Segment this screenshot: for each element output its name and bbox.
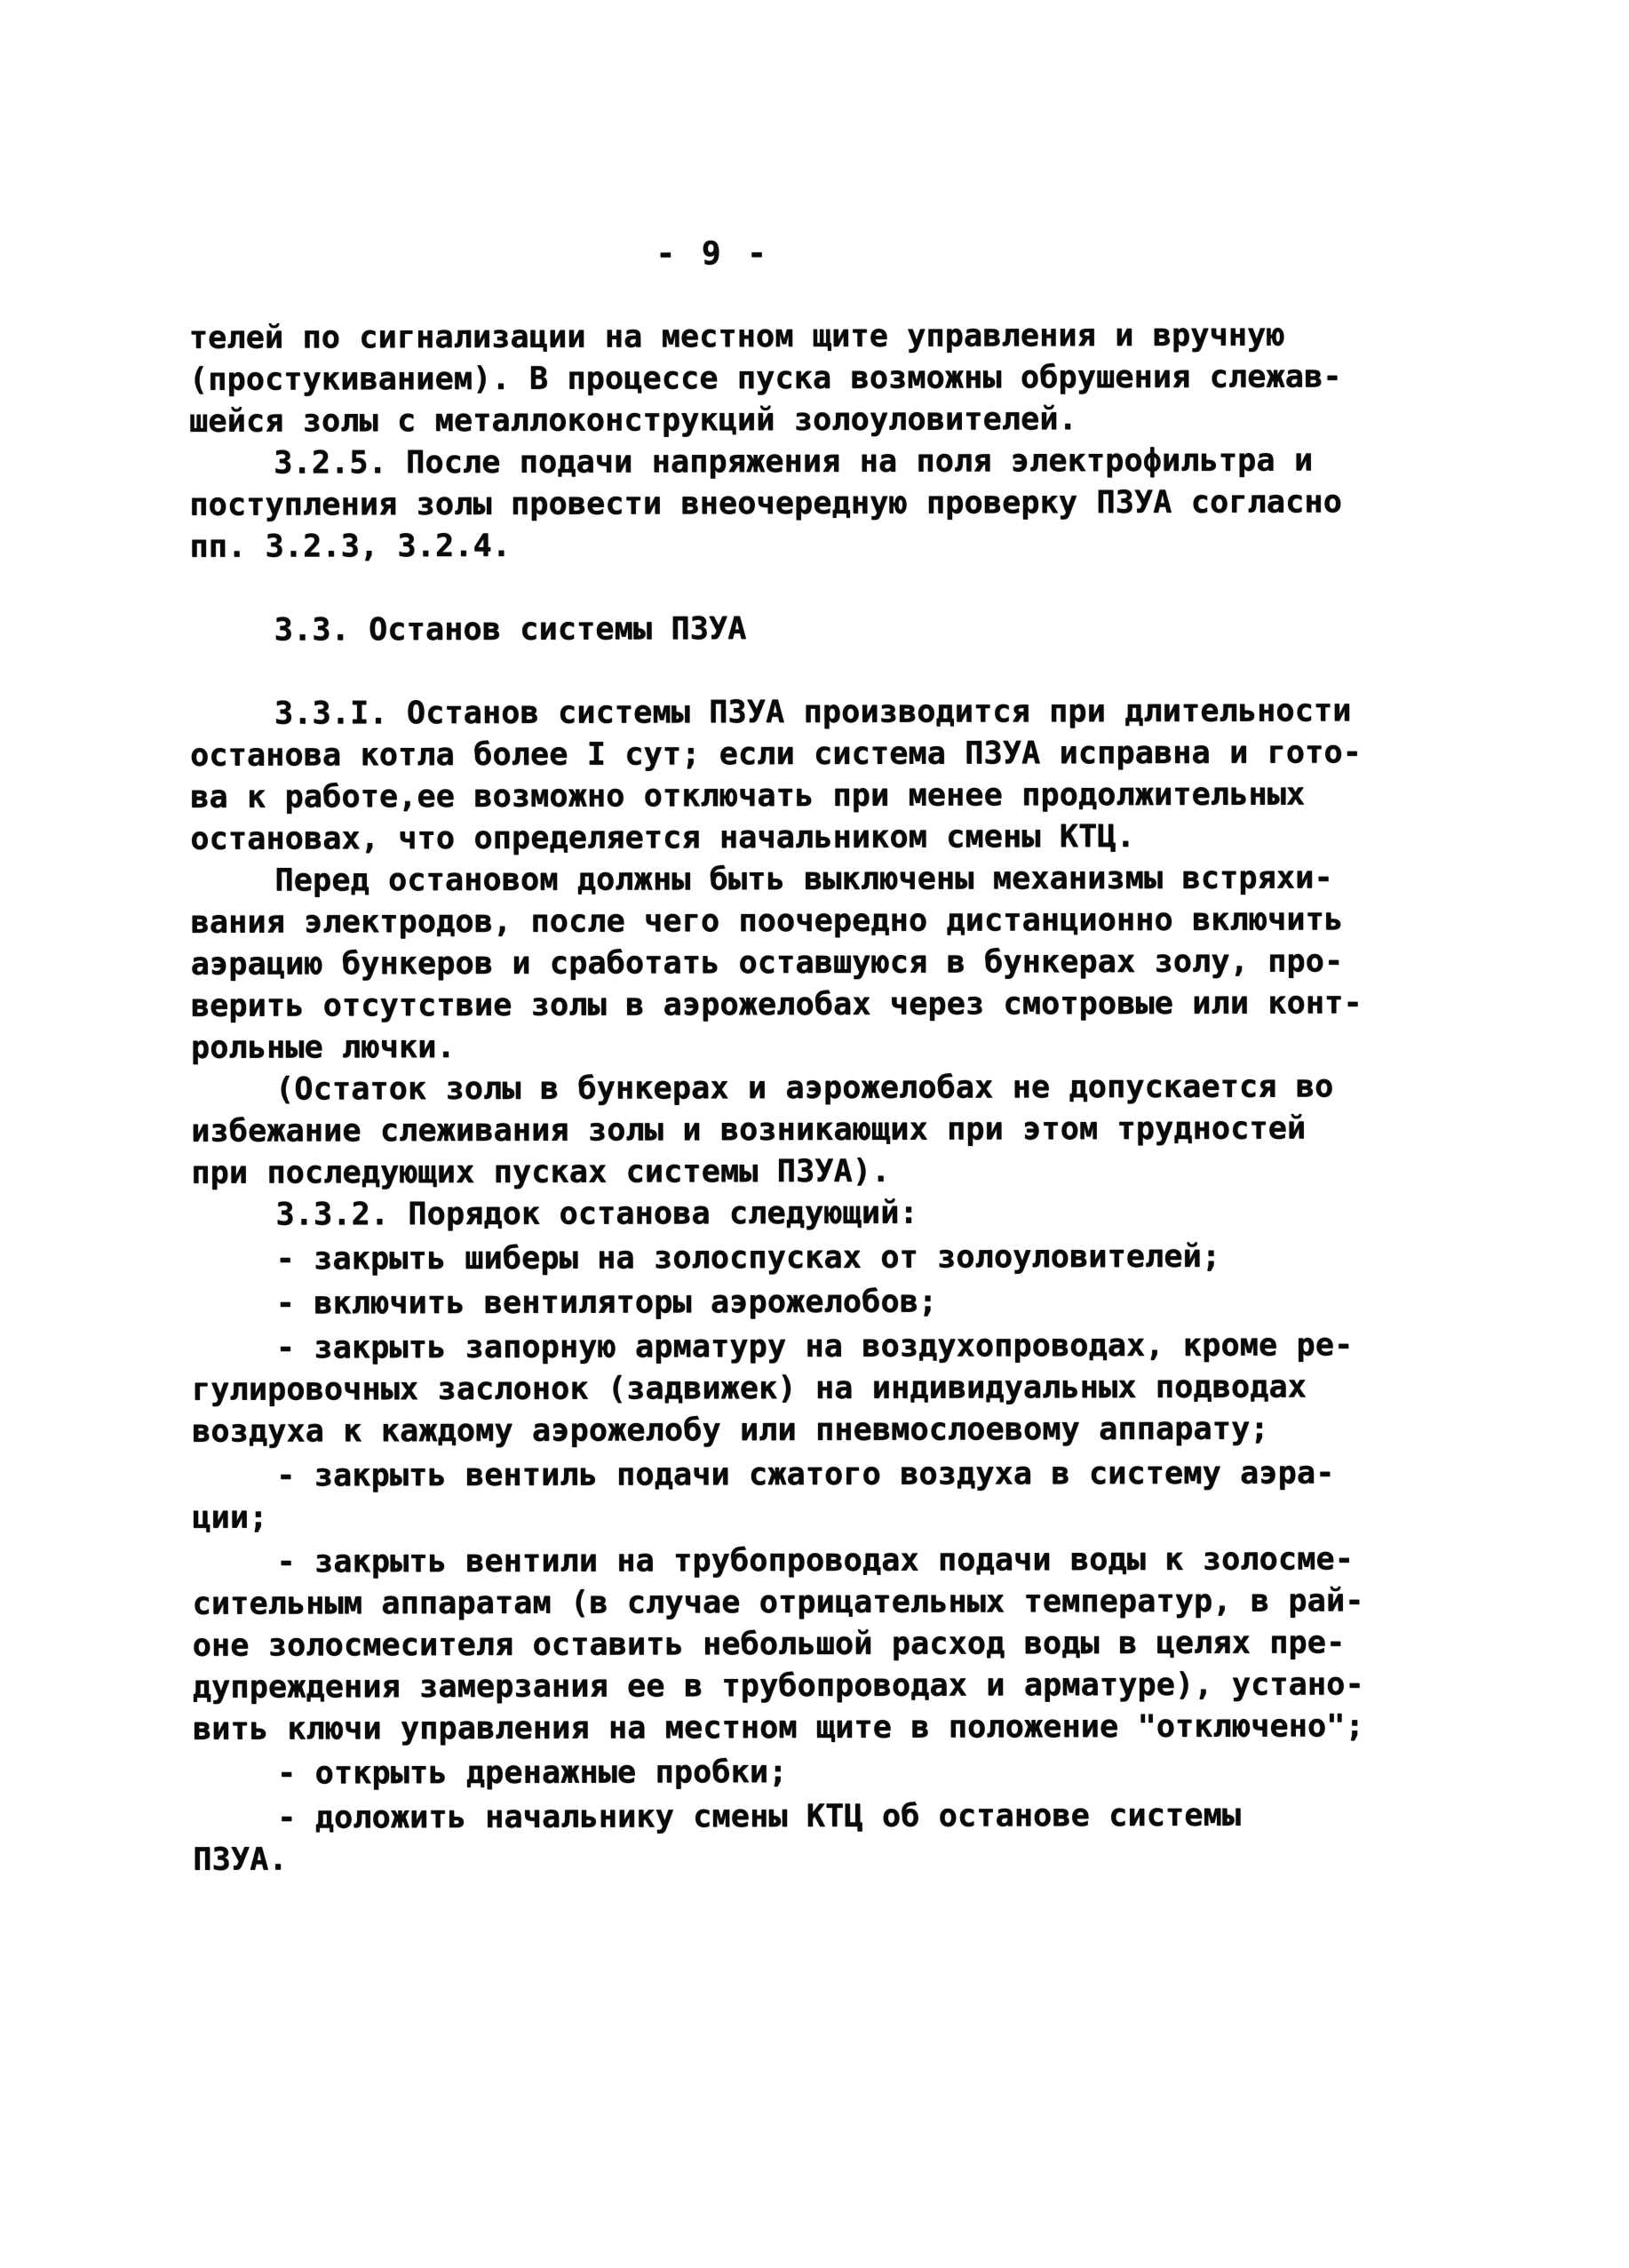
- text-block: [189, 231, 1375, 1881]
- paragraph-continuation: телей по сигнализации на местном щите управления и вручную (простукиванием). В процессе пуска возможны обрушения слежав- шейся золы с металлоконструкций золоуловителей.: [188, 317, 1342, 440]
- page-number: - 9 -: [656, 235, 770, 273]
- list-item-drain-plugs: - открыть дренажные пробки;: [277, 1754, 788, 1792]
- clause-3-3-2: 3.3.2. Порядок останова следующий:: [275, 1195, 918, 1233]
- paragraph-note-ash-remainder: (Остаток золы в бункерах и аэрожелобах не допускается во избежание слеживания золы и возникающих при этом трудностей при последующих пусках системы ПЗУА).: [191, 1069, 1334, 1191]
- clause-3-3-1: 3.3.I. Останов системы ПЗУА производится при длительности останова котла более I сут; если система ПЗУА исправна и гото- ва к работе,ее возможно отключать при менее продолжительных остановах, что определяется начальником смены КТЦ.: [190, 693, 1363, 857]
- list-item-report-shift-chief: - доложить начальнику смены КТЦ об останове системы ПЗУА.: [193, 1797, 1242, 1878]
- list-item-compressed-air-valve: - закрыть вентиль подачи сжатого воздуха в систему аэра- ции;: [192, 1455, 1335, 1536]
- list-item-fans: - включить вентиляторы аэрожелобов;: [275, 1284, 938, 1322]
- clause-3-2-5: 3.2.5. После подачи напряжения на поля электрофильтра и поступления золы провести внеочередную проверку ПЗУА согласно пп. 3.2.3, 3.2.4.: [189, 442, 1343, 565]
- list-item-close-air-valves: - закрыть запорную арматуру на воздухопроводах, кроме ре- гулировочных заслонок (задвижек) на индивидуальных подводах воздуха к каждому аэрожелобу или пневмослоевому аппарату;: [191, 1327, 1354, 1450]
- section-heading-3-3: 3.3. Останов системы ПЗУА: [274, 611, 747, 649]
- paragraph-before-shutdown: Перед остановом должны быть выключены механизмы встряхи- вания электродов, после чего поочередно дистанционно включить аэрацию бункеров и сработать оставшуюся в бункерах золу, про- верить отсутствие золы в аэрожелобах через смотровые или конт- рольные лючки.: [190, 860, 1363, 1066]
- list-item-close-gates: - закрыть шиберы на золоспусках от золоуловителей;: [275, 1238, 1221, 1277]
- list-item-water-valves: - закрыть вентили на трубопроводах подачи воды к золосме- сительным аппаратам (в случае отрицательных температур, в рай- оне золосмесителя оставить небольшой расход воды в целях пре- дупреждения замерзания ее в трубопроводах и арматуре), устано- вить ключи управления на местном щите в положение "отключено";: [192, 1541, 1364, 1747]
